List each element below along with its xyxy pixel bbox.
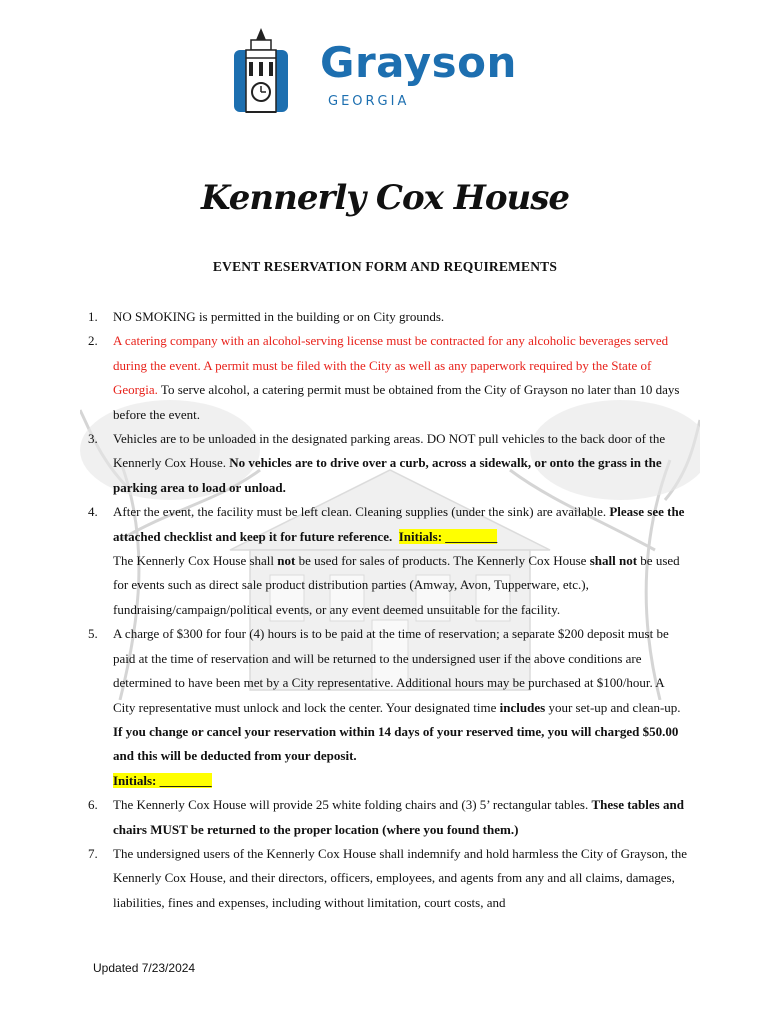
clock-tower-icon (232, 28, 312, 118)
form-heading: EVENT RESERVATION FORM AND REQUIREMENTS (212, 259, 558, 274)
item-text: The Kennerly Cox House shall (113, 553, 278, 569)
item-bold-text: shall not (589, 553, 638, 569)
item-text: After the event, the facility must be left clean. Cleaning supplies (under the sink) are available. (113, 504, 610, 520)
item-bold-text: Please see the attached checklist and keep it for future reference. (113, 504, 685, 544)
logo-wordmark: Grayson (320, 38, 517, 87)
house-title: Kennerly Cox House (200, 178, 570, 218)
requirements-list (88, 305, 688, 915)
initials-field[interactable]: Initials: ________ (398, 528, 498, 544)
item-bold-text: not (277, 553, 296, 569)
item-bold-text: includes (499, 699, 546, 715)
requirement-item (88, 329, 688, 427)
updated-date: Updated 7/23/2024 (93, 961, 196, 975)
item-number: 7. (88, 845, 98, 861)
item-text: The Kennerly Cox House will provide 25 white folding chairs and (3) 5’ rectangular tables. (113, 797, 592, 813)
item-text: be used for sales of products. The Kennerly Cox House (295, 553, 590, 569)
grayson-logo (232, 28, 538, 118)
requirement-item (88, 793, 688, 842)
spacer (392, 529, 399, 544)
item-number: 2. (88, 333, 98, 349)
initials-field[interactable]: Initials: ________ (113, 772, 212, 788)
item-text: your set-up and clean-up. (545, 699, 681, 715)
item-text: To serve alcohol, a catering permit must be obtained from the City of Grayson no later than 10 days before the event. (113, 382, 680, 422)
item-text: be used for events such as direct sale product distribution parties (Amway, Avon, Tupperware, etc.), fundraising/campaign/political events, or any event deemed unsuitable for the facility. (113, 553, 680, 617)
requirement-item (88, 842, 688, 915)
item-bold-text: No vehicles are to drive over a curb, across a sidewalk, or onto the grass in the parking area to load or unload. (113, 455, 662, 495)
item-text: Vehicles are to be unloaded in the designated parking areas. DO NOT pull vehicles to the back door of the Kennerly Cox House. (113, 431, 666, 471)
item-bold-text: If you change or cancel your reservation within 14 days of your reserved time, you will charged $50.00 and this will be deducted from your deposit. (113, 723, 679, 764)
requirement-item (88, 305, 688, 329)
alcohol-notice: A catering company with an alcohol-serving license must be contracted for any alcoholic beverages served during the event. A permit must be filed with the City as well as any paperwork required by the State of Georgia. (113, 333, 669, 398)
item-number: 5. (88, 626, 98, 642)
requirement-item (88, 622, 688, 793)
logo-subtitle: GEORGIA (328, 94, 410, 109)
item-text: NO SMOKING is permitted in the building or on City grounds. (113, 309, 445, 324)
item-text: The undersigned users of the Kennerly Cox House shall indemnify and hold harmless the City of Grayson, the Kennerly Cox House, and their directors, officers, employees, and agents from any and all claims, damages, liabilities, fines and expenses, including without limitation, court costs, and (113, 845, 688, 910)
item-number: 1. (88, 309, 98, 324)
requirement-item (88, 427, 688, 500)
item-number: 4. (88, 504, 98, 520)
item-bold-text: These tables and chairs MUST be returned to the proper location (where you found them.) (113, 797, 684, 837)
item-number: 6. (88, 797, 98, 813)
item-number: 3. (88, 431, 98, 447)
item-text: A charge of $300 for four (4) hours is to be paid at the time of reservation; a separate $200 deposit must be paid at the time of reservation and will be returned to the undersigned user if the above conditions are determined to have been met by a City representative. Additional hours may be purchased at $100/hour. A City representative must unlock and lock the center. Your designated time (113, 626, 669, 715)
requirement-item (88, 500, 688, 622)
